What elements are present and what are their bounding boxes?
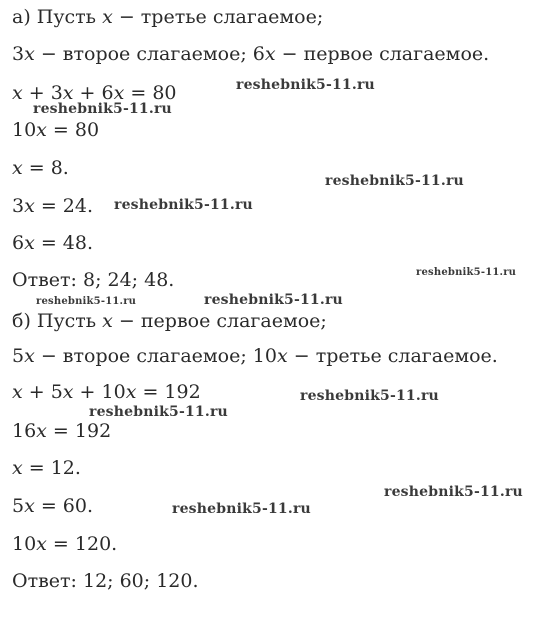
watermark: reshebnik5-11.ru xyxy=(114,197,253,213)
part-b-equation: 𝑥 + 5𝑥 + 10𝑥 = 192 xyxy=(12,381,201,403)
part-a-step: 3𝑥 = 24. xyxy=(12,195,94,217)
part-b-step: 10𝑥 = 120. xyxy=(12,533,118,555)
watermark: reshebnik5-11.ru xyxy=(300,388,439,404)
watermark: reshebnik5-11.ru xyxy=(33,101,172,117)
part-b-definitions: 5𝑥 − второе слагаемое; 10𝑥 − третье слагаемое. xyxy=(12,345,498,367)
part-a-step: 𝑥 = 8. xyxy=(12,157,69,179)
watermark: reshebnik5-11.ru xyxy=(416,267,517,278)
part-a-heading: а) Пусть 𝑥 − третье слагаемое; xyxy=(12,6,324,28)
part-a-step: 6𝑥 = 48. xyxy=(12,232,94,254)
watermark: reshebnik5-11.ru xyxy=(172,501,311,517)
part-b-step: 5𝑥 = 60. xyxy=(12,495,94,517)
part-b-step: 16𝑥 = 192 xyxy=(12,420,112,442)
watermark: reshebnik5-11.ru xyxy=(236,77,375,93)
part-a-equation: 𝑥 + 3𝑥 + 6𝑥 = 80 xyxy=(12,82,177,104)
watermark: reshebnik5-11.ru xyxy=(89,404,228,420)
part-a-step: 10𝑥 = 80 xyxy=(12,119,100,141)
part-b-heading: б) Пусть 𝑥 − первое слагаемое; xyxy=(12,310,327,332)
watermark: reshebnik5-11.ru xyxy=(384,484,523,500)
part-a-definitions: 3𝑥 − второе слагаемое; 6𝑥 − первое слагаемое. xyxy=(12,43,490,65)
watermark: reshebnik5-11.ru xyxy=(204,292,343,308)
watermark: reshebnik5-11.ru xyxy=(36,296,137,307)
part-b-step: 𝑥 = 12. xyxy=(12,457,81,479)
part-a-answer: Ответ: 8; 24; 48. xyxy=(12,269,175,291)
part-b-answer: Ответ: 12; 60; 120. xyxy=(12,570,199,592)
watermark: reshebnik5-11.ru xyxy=(325,173,464,189)
